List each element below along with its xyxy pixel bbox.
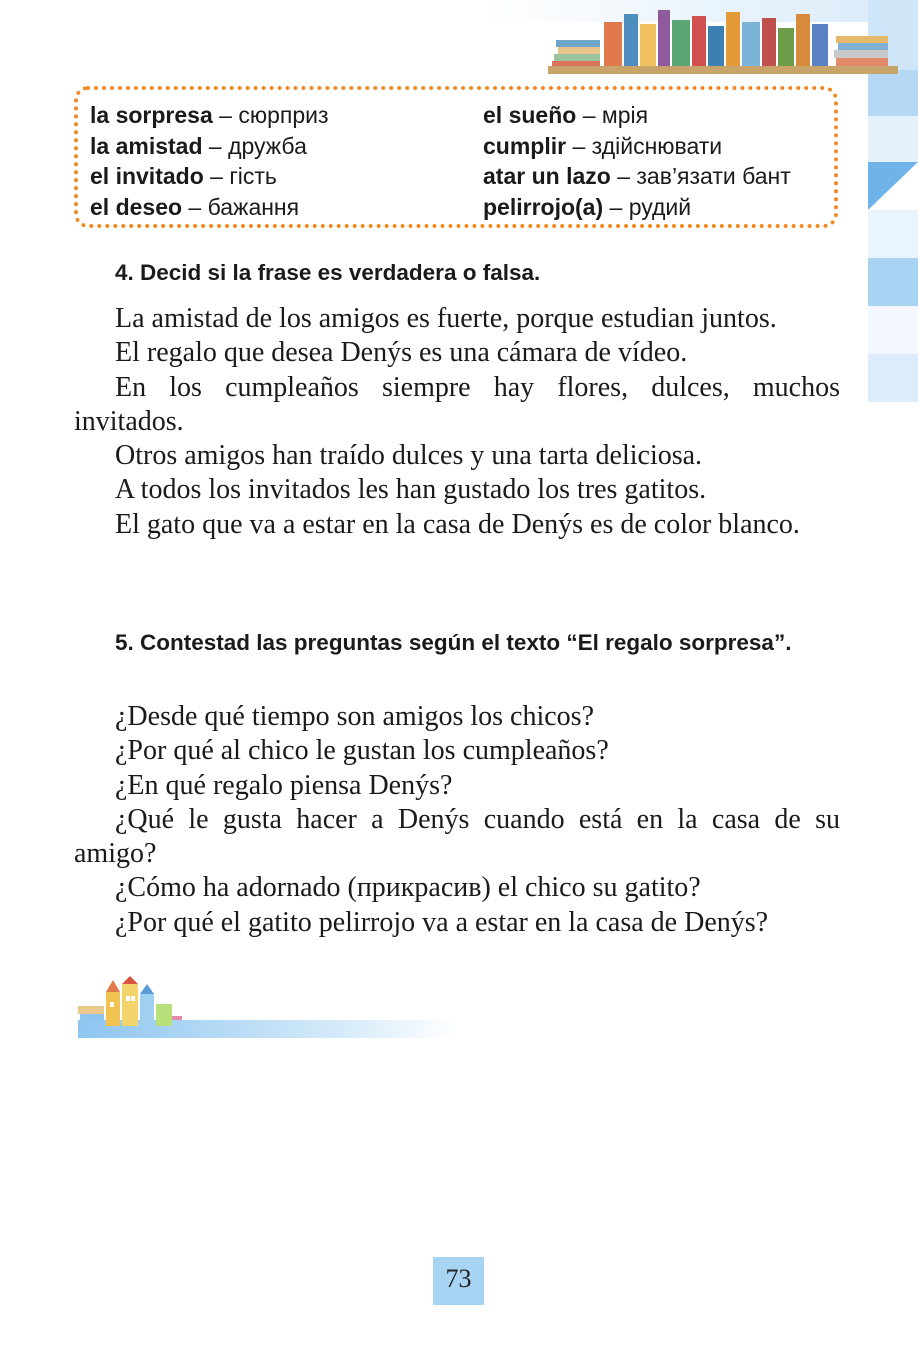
- exercise-4-sentences: [74, 302, 840, 542]
- bookshelf-illustration: [548, 0, 898, 78]
- sentence: En los cumpleaños siempre hay flores, dulces, muchos invitados.: [74, 371, 840, 437]
- decor-square: [868, 258, 918, 306]
- vocabulary-entry: [483, 100, 791, 131]
- vocabulary-translation: – мрія: [576, 102, 649, 128]
- decor-square: [868, 116, 918, 162]
- vocabulary-entry: [90, 131, 329, 162]
- vocabulary-translation: – дружба: [202, 132, 307, 159]
- vocabulary-term: la sorpresa: [90, 102, 213, 128]
- question: ¿En qué regalo piensa Denýs?: [115, 769, 453, 801]
- sentence: Otros amigos han traído dulces y una tarta deliciosa.: [115, 440, 703, 472]
- question: ¿Desde qué tiempo son amigos los chicos?: [115, 701, 595, 732]
- question: ¿Qué le gusta hacer a Denýs cuando está en la casa de su amigo?: [74, 803, 840, 870]
- vocabulary-term: la amistad: [90, 132, 203, 159]
- sentence: El regalo que desea Denýs es una cámara de vídeo.: [115, 337, 688, 369]
- sentence: La amistad de los amigos es fuerte, porque estudian juntos.: [115, 303, 777, 334]
- vocabulary-entry: [90, 161, 329, 192]
- vocabulary-entry: [90, 100, 329, 131]
- vocabulary-translation: – зав’язати бант: [610, 163, 791, 189]
- vocabulary-column-left: [90, 100, 329, 222]
- vocabulary-term: el invitado: [90, 163, 204, 189]
- vocabulary-translation: – гість: [203, 163, 277, 189]
- houses-illustration: [76, 976, 186, 1030]
- vocabulary-column-right: [483, 100, 791, 222]
- exercise-5-questions: [74, 700, 840, 940]
- vocabulary-translation: – здійснювати: [566, 132, 723, 159]
- vocabulary-translation: – рудий: [603, 193, 692, 220]
- vocabulary-term: atar un lazo: [483, 163, 611, 189]
- question: ¿Por qué al chico le gustan los cumpleaños?: [115, 735, 609, 767]
- vocabulary-term: cumplir: [483, 132, 567, 159]
- vocabulary-entry: [483, 131, 791, 162]
- exercise-5-heading: 5. Contestad las preguntas según el texto “El regalo sorpresa”.: [115, 630, 792, 655]
- vocabulary-entry: [90, 192, 329, 223]
- vocabulary-term: el sueño: [483, 102, 577, 128]
- vocabulary-entry: [483, 161, 791, 192]
- decor-triangle: [868, 162, 918, 210]
- decor-square: [868, 306, 918, 354]
- decor-square: [868, 354, 918, 402]
- vocabulary-translation: – бажання: [182, 193, 300, 220]
- decor-square: [868, 210, 918, 258]
- vocabulary-entry: [483, 192, 791, 223]
- page-number: 73: [433, 1257, 484, 1305]
- question: ¿Cómo ha adornado (прикрасив) el chico su gatito?: [115, 872, 701, 904]
- vocabulary-term: el deseo: [90, 193, 183, 220]
- vocabulary-term: pelirrojo(a): [483, 193, 604, 220]
- exercise-4-heading: 4. Decid si la frase es verdadera o falsa.: [115, 260, 541, 285]
- sentence: El gato que va a estar en la casa de Denýs es de color blanco.: [115, 508, 800, 540]
- question: ¿Por qué el gatito pelirrojo va a estar en la casa de Denýs?: [115, 906, 769, 938]
- vocabulary-translation: – сюрприз: [212, 102, 329, 128]
- vocabulary-box: [74, 86, 838, 228]
- sentence: A todos los invitados les han gustado los tres gatitos.: [115, 474, 707, 506]
